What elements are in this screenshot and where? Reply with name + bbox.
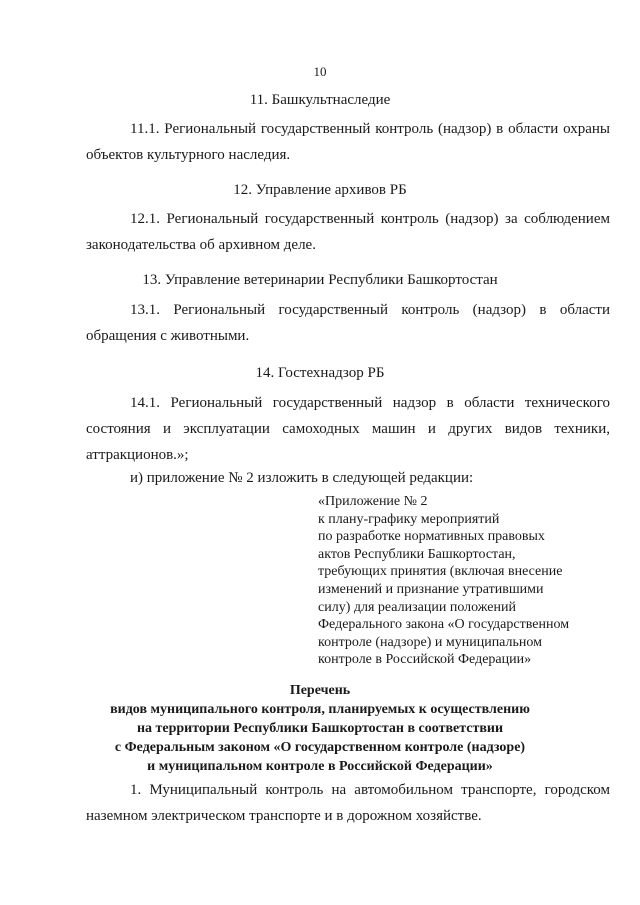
section-item-12-1: 12.1. Региональный государственный контроль (надзор) за соблюдением законодательства об архивном деле. [86, 211, 610, 253]
section-item-11-1: 11.1. Региональный государственный контроль (надзор) в области охраны объектов культурного наследия. [86, 121, 610, 163]
list-item-1: 1. Муниципальный контроль на автомобильном транспорте, городском наземном электрическом транспорте и в дорожном хозяйстве. [86, 782, 610, 824]
annex-header-line: контроле в Российской Федерации» [318, 652, 532, 668]
section-heading-12: 12. Управление архивов РБ [233, 182, 407, 198]
section-heading-13: 13. Управление ветеринарии Республики Башкортостан [142, 272, 498, 288]
annex-header-line: контроле (надзоре) и муниципальном [318, 634, 542, 650]
annex-header [318, 493, 618, 669]
list-title-line: с Федеральным законом «О государственном контроле (надзоре) [114, 740, 526, 755]
amendment-line: и) приложение № 2 изложить в следующей редакции: [130, 470, 474, 486]
annex-header-line: требующих принятия (включая внесение [318, 564, 563, 580]
section-item-13-1: 13.1. Региональный государственный контроль (надзор) в области обращения с животными. [86, 302, 610, 344]
page-number: 10 [313, 64, 327, 79]
list-title-line: Перечень [289, 683, 351, 698]
list-title-line: и муниципальном контроле в Российской Федерации» [147, 759, 493, 774]
annex-header-line: изменений и признание утратившими [318, 581, 544, 597]
list-title-line: на территории Республики Башкортостан в соответствии [136, 721, 504, 736]
annex-header-line: актов Республики Башкортостан, [318, 546, 516, 562]
annex-header-line: по разработке нормативных правовых [318, 529, 545, 545]
section-heading-14: 14. Гостехнадзор РБ [255, 365, 385, 381]
list-title [0, 681, 640, 776]
annex-header-line: силу) для реализации положений [318, 599, 516, 615]
annex-header-line: к плану-графику мероприятий [318, 511, 500, 527]
list-title-line: видов муниципального контроля, планируемых к осуществлению [110, 702, 530, 717]
section-item-14-1: 14.1. Региональный государственный надзор в области технического состояния и эксплуатации самоходных машин и других видов техники, аттракционов.»; [86, 395, 610, 463]
annex-header-line: Федерального закона «О государственном [318, 617, 570, 633]
section-heading-11: 11. Башкультнаследие [249, 92, 391, 108]
annex-header-line: «Приложение № 2 [318, 494, 428, 509]
